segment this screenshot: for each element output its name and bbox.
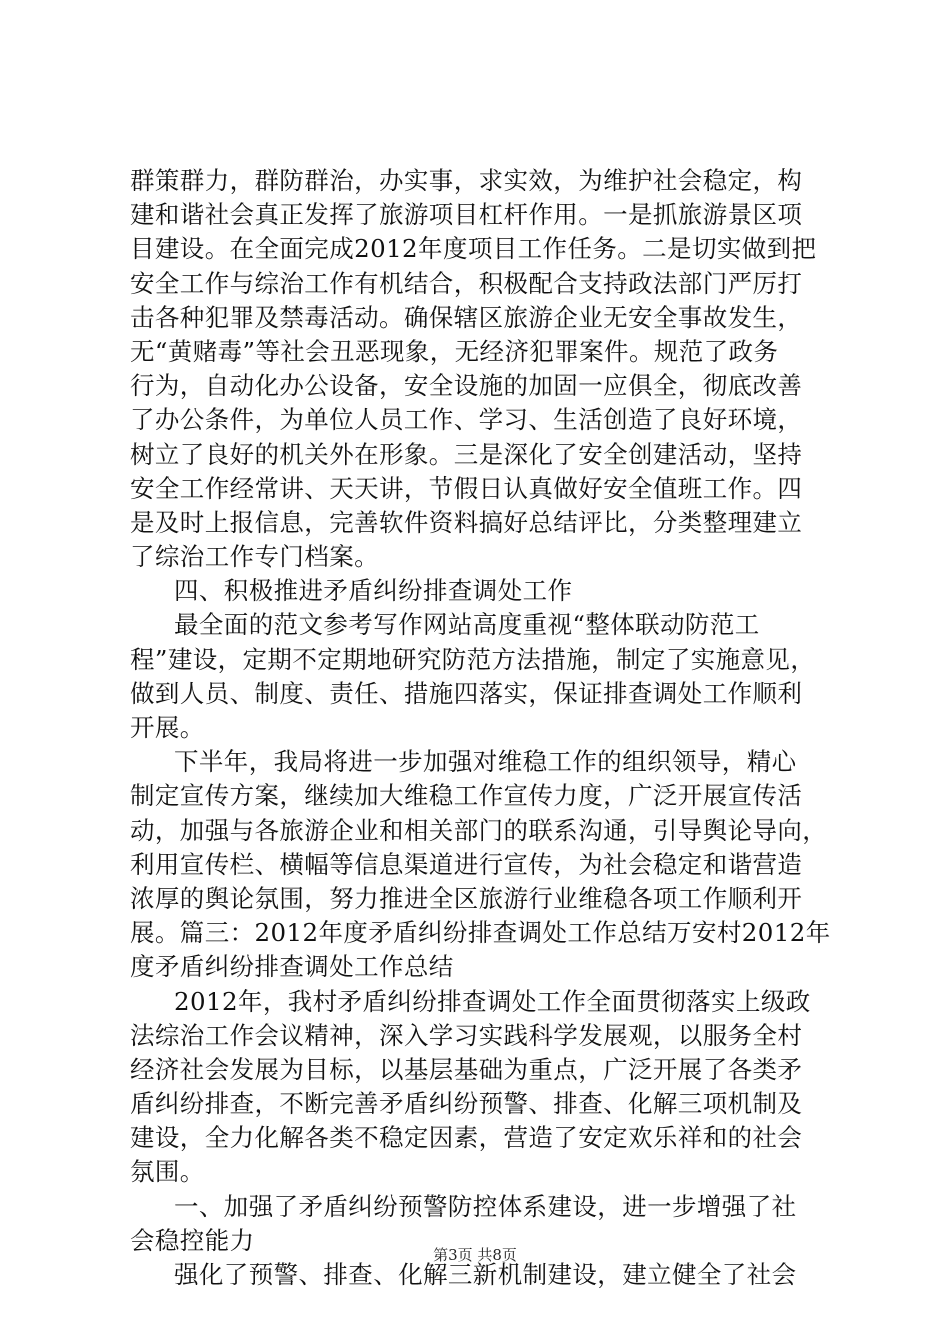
text-line: 安全工作经常讲、天天讲，节假日认真做好安全值班工作。四 xyxy=(130,473,803,503)
text-line: 行为，自动化办公设备，安全设施的加固一应俱全，彻底改善 xyxy=(130,371,803,401)
text-line: 安全工作与综治工作有机结合，积极配合支持政法部门严厉打 xyxy=(130,268,803,298)
text-line: 度矛盾纠纷排查调处工作总结 xyxy=(130,952,454,982)
text-line: 法综治工作会议精神，深入学习实践科学发展观，以服务全村 xyxy=(130,1020,803,1050)
text-line: 下半年，我局将进一步加强对维稳工作的组织领导，精心 xyxy=(174,747,797,777)
text-line: 盾纠纷排查，不断完善矛盾纠纷预警、排查、化解三项机制及 xyxy=(130,1089,803,1119)
text-line: 建设，全力化解各类不稳定因素，营造了安定欢乐祥和的社会 xyxy=(130,1123,803,1153)
text-line: 了综治工作专门档案。 xyxy=(130,542,379,572)
text-line: 会稳控能力 xyxy=(130,1225,255,1255)
text-line: 群策群力，群防群治，办实事，求实效，为维护社会稳定，构 xyxy=(130,166,803,195)
text-line: 做到人员、制度、责任、措施四落实，保证排查调处工作顺利 xyxy=(130,678,803,708)
text-line: 经济社会发展为目标，以基层基础为重点，广泛开展了各类矛 xyxy=(130,1054,803,1084)
text-line: 强化了预警、排查、化解三新机制建设，建立健全了社会 xyxy=(174,1260,797,1289)
text-line: 无“黄赌毒”等社会丑恶现象，无经济犯罪案件。规范了政务 xyxy=(130,336,779,366)
text-line: 2012年，我村矛盾纠纷排查调处工作全面贯彻落实上级政 xyxy=(174,986,811,1016)
text-line: 展。篇三：2012年度矛盾纠纷排查调处工作总结万安村2012年 xyxy=(130,918,831,948)
body-text xyxy=(130,164,830,1292)
text-line: 浓厚的舆论氛围，努力推进全区旅游行业维稳各项工作顺利开 xyxy=(130,883,803,913)
text-line: 动，加强与各旅游企业和相关部门的联系沟通，引导舆论导向， xyxy=(130,815,828,845)
text-line: 四、积极推进矛盾纠纷排查调处工作 xyxy=(174,576,573,606)
page-footer: 第3页 共8页 xyxy=(433,1246,517,1264)
text-line: 树立了良好的机关外在形象。三是深化了安全创建活动，坚持 xyxy=(130,439,803,469)
text-line: 目建设。在全面完成2012年度项目工作任务。二是切实做到把 xyxy=(130,234,817,264)
text-line: 最全面的范文参考写作网站高度重视“整体联动防范工 xyxy=(174,610,760,640)
text-line: 一、加强了矛盾纠纷预警防控体系建设，进一步增强了社 xyxy=(174,1191,797,1221)
text-line: 建和谐社会真正发挥了旅游项目杠杆作用。一是抓旅游景区项 xyxy=(130,200,803,230)
text-line: 开展。 xyxy=(130,713,205,742)
text-line: 了办公条件，为单位人员工作、学习、生活创造了良好环境， xyxy=(130,405,803,435)
text-line: 制定宣传方案，继续加大维稳工作宣传力度，广泛开展宣传活 xyxy=(130,781,803,811)
text-line: 氛围。 xyxy=(130,1157,205,1187)
text-line: 是及时上报信息，完善软件资料搞好总结评比，分类整理建立 xyxy=(130,507,803,537)
text-line: 击各种犯罪及禁毒活动。确保辖区旅游企业无安全事故发生， xyxy=(130,302,803,332)
text-line: 利用宣传栏、横幅等信息渠道进行宣传，为社会稳定和谐营造 xyxy=(130,849,803,879)
text-line: 程”建设，定期不定期地研究防范方法措施，制定了实施意见， xyxy=(130,644,816,674)
